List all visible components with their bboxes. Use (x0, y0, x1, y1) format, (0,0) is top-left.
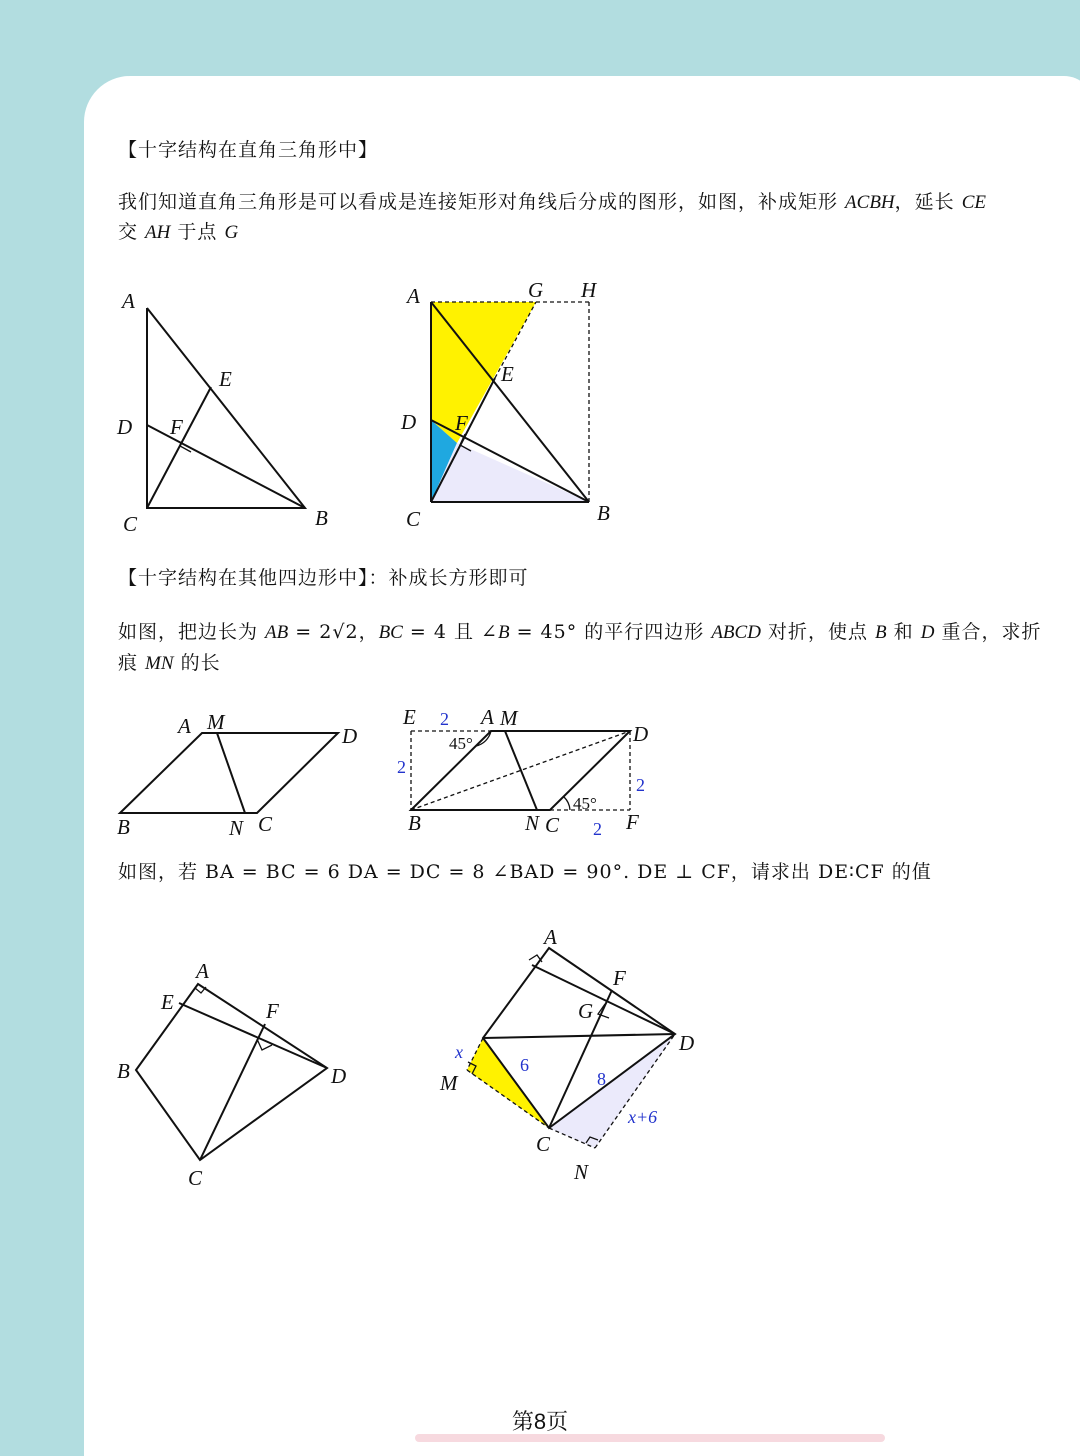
fig4-label-b: B (408, 811, 421, 835)
fig6-yellow-region (467, 1038, 549, 1128)
section2-paragraph-line3: 如图，若 BA = BC = 6 DA = DC = 8 ∠BAD = 90°. DE ⊥ CF，请求出 DE∶CF 的值 (118, 861, 932, 883)
fig6-label-f: F (613, 966, 626, 990)
section1-heading: 【十字结构在直角三角形中】 (118, 139, 379, 161)
fig1-label-a: A (122, 289, 135, 313)
fig4-label-m: M (500, 706, 518, 730)
fig4-number-top: 2 (440, 709, 449, 729)
fig4-label-f: F (626, 810, 639, 834)
fig2-label-g: G (528, 278, 544, 302)
fig5-label-b: B (117, 1059, 130, 1083)
fig6-label-d: D (679, 1031, 695, 1055)
fig4-label-d: D (633, 722, 649, 746)
fig2-label-c: C (406, 507, 421, 531)
section1-paragraph-line2: 交 AH 于点 G (118, 221, 239, 243)
fig4-label-c: C (545, 813, 560, 837)
fig6-number-8: 8 (597, 1069, 606, 1089)
fig2-label-b: B (597, 501, 610, 525)
fig4-angle-top: 45° (449, 734, 473, 753)
fig4-number-left: 2 (397, 757, 406, 777)
figure-3-parallelogram (117, 710, 357, 840)
figure-1-right-triangle (116, 289, 328, 536)
figure-6-constructed-rectangle (439, 925, 694, 1184)
figure-2-completed-rectangle (400, 278, 610, 531)
fig1-label-e: E (219, 367, 232, 391)
fig5-label-e: E (161, 990, 174, 1014)
section2-paragraph-line2: 痕 MN 的长 (118, 652, 221, 674)
fig2-label-a: A (407, 284, 420, 308)
fig6-label-c: C (536, 1132, 551, 1156)
footer-accent-bar (415, 1434, 885, 1442)
figure-5-kite (117, 959, 346, 1190)
fig1-label-b: B (315, 506, 328, 530)
section1-paragraph-line1: 我们知道直角三角形是可以看成是连接矩形对角线后分成的图形，如图，补成矩形 ACBH，延长 CE (118, 191, 986, 213)
figure-4-parallelogram-rectangle (397, 705, 648, 839)
fig4-number-right: 2 (636, 775, 645, 795)
fig3-label-d: D (342, 724, 358, 748)
fig6-label-m: M (440, 1071, 458, 1095)
fig2-label-d: D (401, 410, 417, 434)
fig6-label-n: N (574, 1160, 589, 1184)
fig1-label-f: F (170, 415, 183, 439)
fig4-angle-bottom: 45° (573, 794, 597, 813)
fig3-label-m: M (207, 710, 225, 734)
fig5-label-c: C (188, 1166, 203, 1190)
fig2-label-h: H (581, 278, 597, 302)
fig4-number-bottom: 2 (593, 819, 602, 839)
fig5-label-f: F (266, 999, 279, 1023)
section2-heading: 【十字结构在其他四边形中】：补成长方形即可 (118, 567, 529, 589)
fig2-label-f: F (455, 411, 468, 435)
page-number: 第8页 (511, 1409, 569, 1434)
fig6-label-a: A (544, 925, 557, 949)
section2-paragraph-line1: 如图，把边长为 AB = 2√2，BC = 4 且 ∠B = 45° 的平行四边形 ABCD 对折，使点 B 和 D 重合，求折 (118, 621, 1042, 643)
fig5-label-d: D (331, 1064, 347, 1088)
fig3-label-c: C (258, 812, 273, 836)
fig3-label-a: A (178, 714, 191, 738)
fig6-label-g: G (578, 999, 594, 1023)
fig1-label-d: D (117, 415, 133, 439)
fig4-label-e: E (403, 705, 416, 729)
fig3-label-n: N (229, 816, 244, 840)
fig2-label-e: E (501, 362, 514, 386)
fig3-label-b: B (117, 815, 130, 839)
fig5-label-a: A (196, 959, 209, 983)
fig1-label-c: C (123, 512, 138, 536)
fig6-lavender-region (549, 1034, 675, 1148)
fig6-number-6: 6 (520, 1055, 529, 1075)
fig6-number-x: x (455, 1042, 463, 1062)
fig4-label-n: N (525, 811, 540, 835)
fig4-label-a: A (481, 705, 494, 729)
fig6-number-x-plus-6: x+6 (628, 1107, 658, 1127)
